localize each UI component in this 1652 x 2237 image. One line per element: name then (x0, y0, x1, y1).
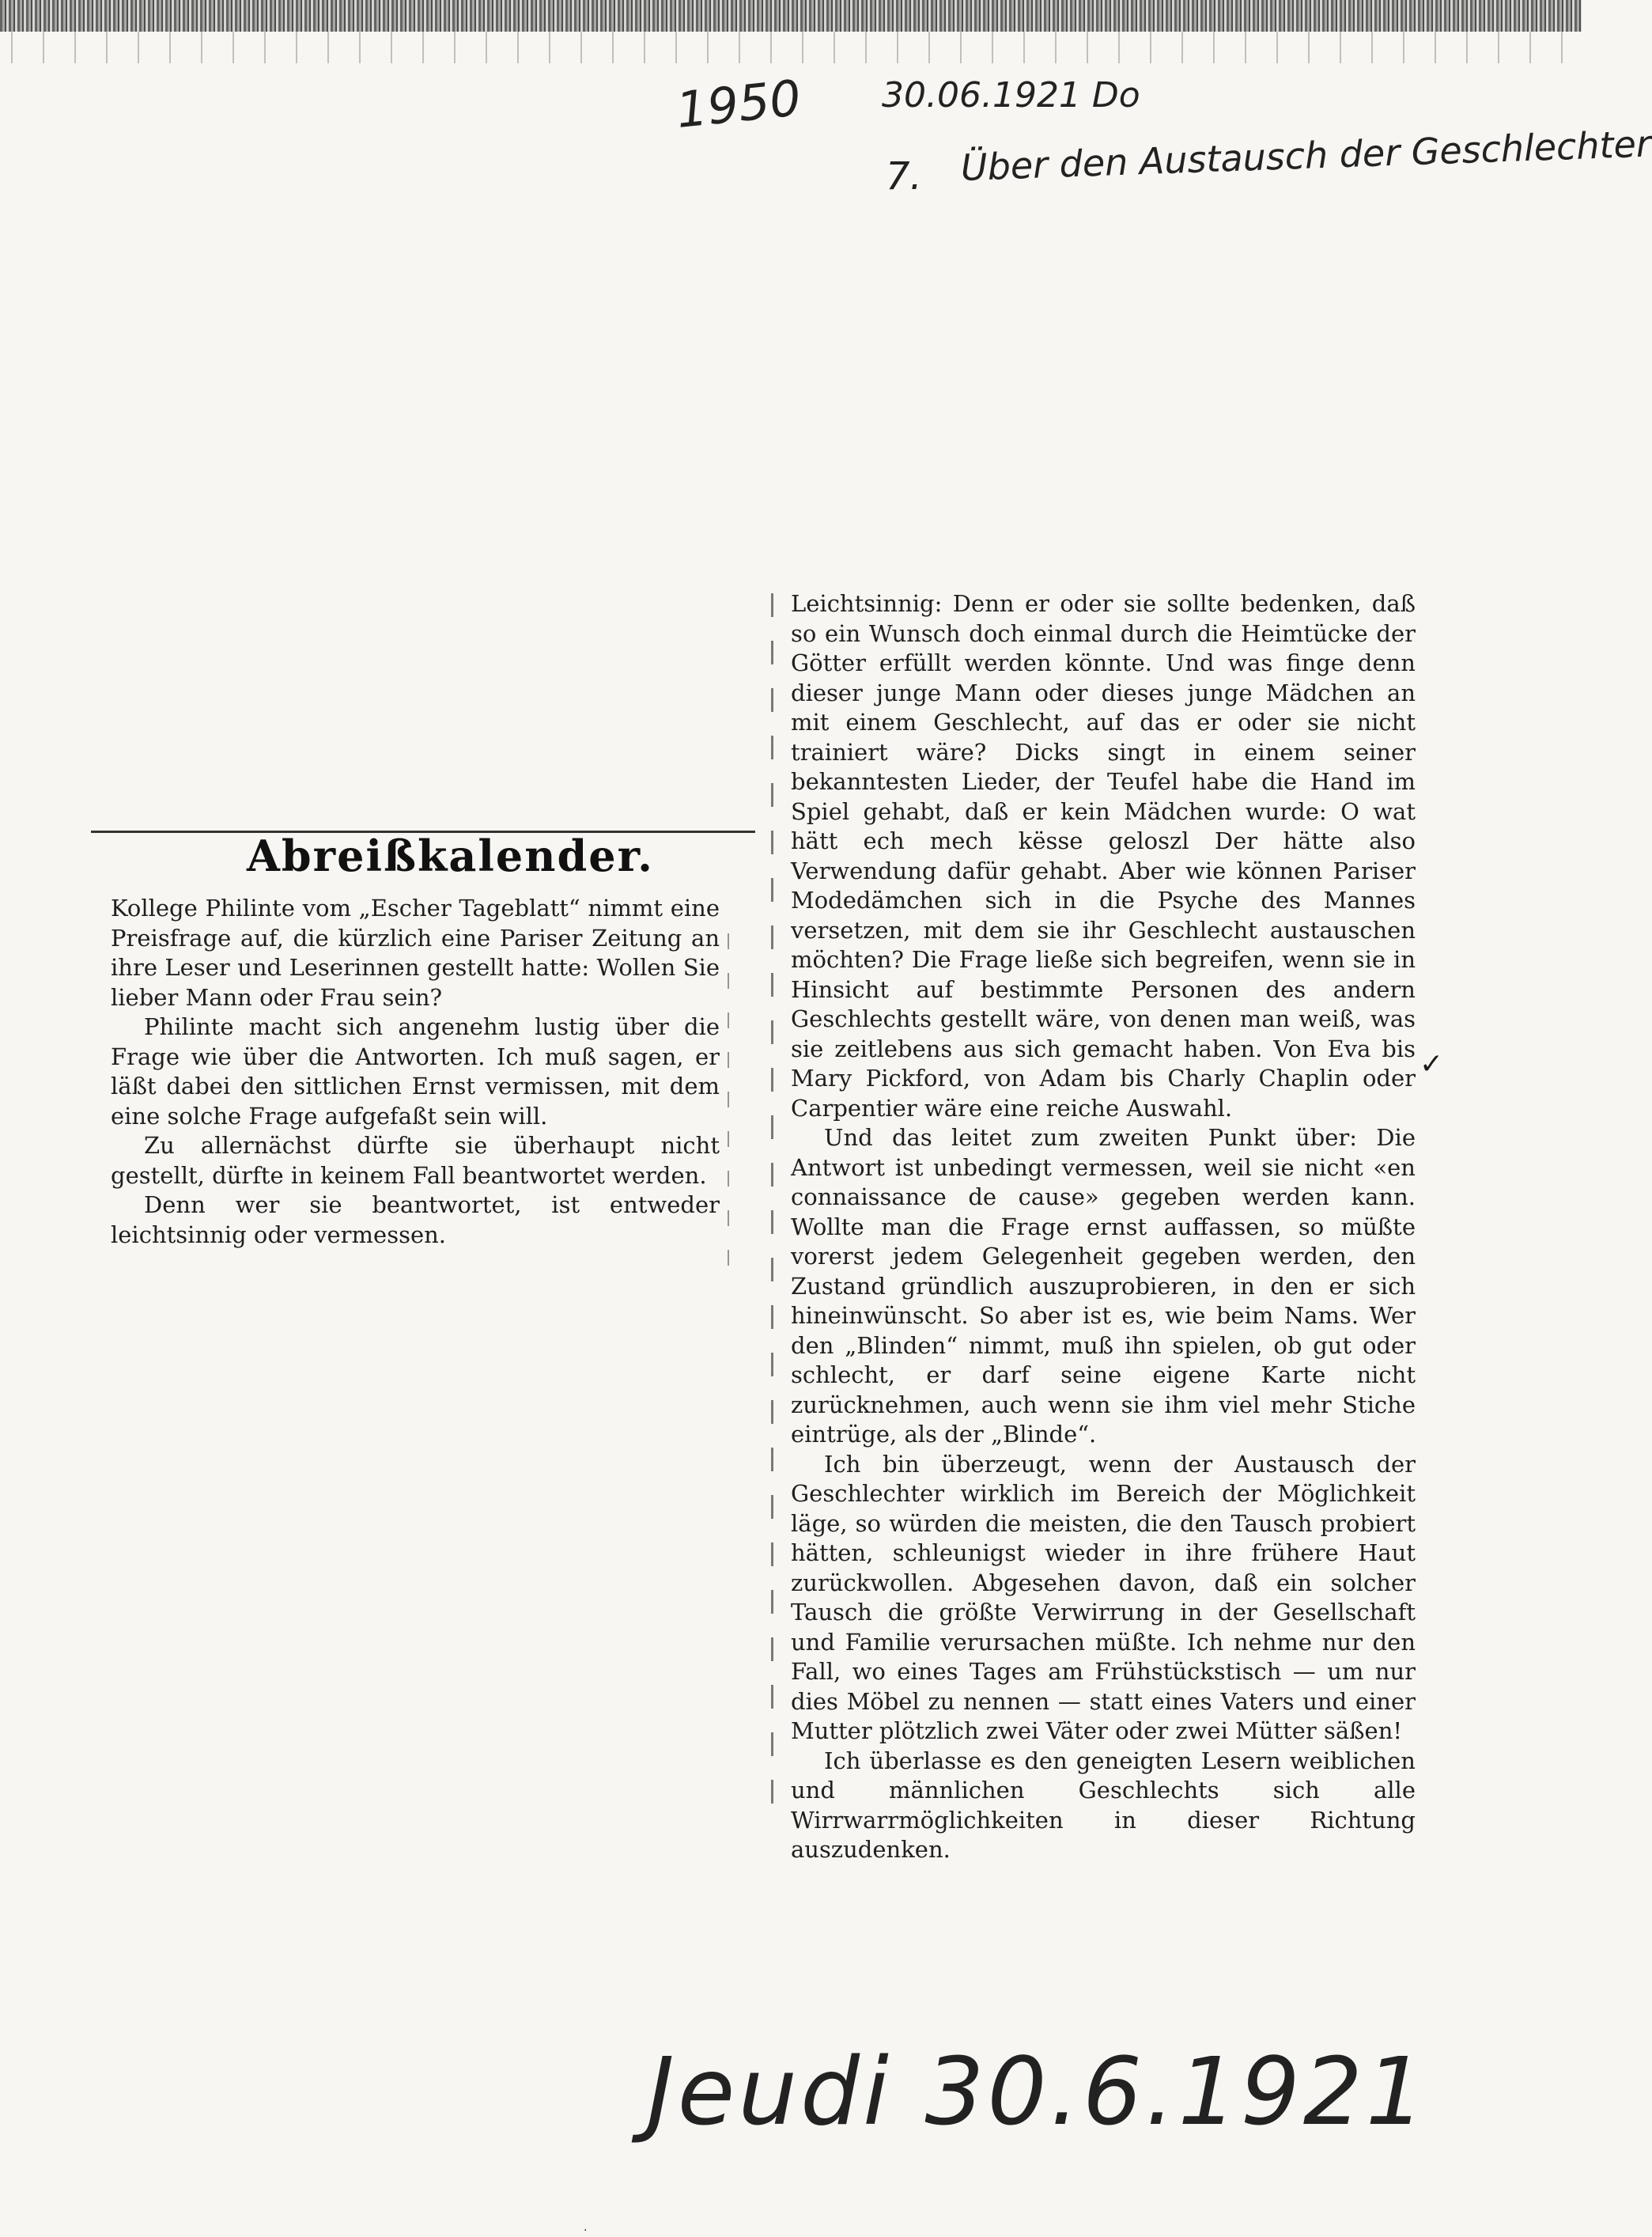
scan-edge-noise (0, 32, 1582, 63)
check-mark-icon: ✓ (1420, 1048, 1444, 1081)
right-paragraph: Und das leitet zum zweiten Punkt über: Die Antwort ist unbedingt vermessen, weil sie nicht «en connaissance de cause» gegeben werden kann. Wollte man die Frage ernst auffassen, so müßte vorerst jedem Gelegenheit gegeben werden, den Zustand gründlich auszuprobieren, in den er sich hineinwünscht. So aber ist es, wie beim Nams. Wer den „Blinden“ nimmt, muß ihn spielen, ob gut oder schlecht, er darf seine eigene Karte nicht zurücknehmen, auch wenn sie ihm viel mehr Stiche eintrüge, als der „Blinde“. (791, 1124, 1416, 1448)
left-paragraph: Denn wer sie beantwortet, ist entweder leichtsinnig oder vermessen. (111, 1191, 720, 1248)
left-paragraph: Philinte macht sich angenehm lustig über die Frage wie über die Antworten. Ich muß sagen, er läßt dabei den sittlichen Ernst vermissen, mit dem eine solche Frage aufgefaßt sein will. (111, 1013, 720, 1130)
right-paragraph: Ich bin überzeugt, wenn der Austausch der Geschlechter wirklich im Bereich der Möglichkeit läge, so würden die meisten, die den Tausch probiert hätten, schleunigst wieder in ihre frühere Haut zurückwollen. Abgesehen davon, daß ein solcher Tausch die größte Verwirrung in der Gesellschaft und Familie verursachen müßte. Ich nehme nur den Fall, wo eines Tages am Frühstückstisch — um nur dies Möbel zu nennen — statt eines Vaters und einer Mutter plötzlich zwei Väter oder zwei Mütter säßen! (791, 1450, 1416, 1744)
header-date: 30.06.1921 Do (882, 75, 1140, 115)
left-paragraph: Kollege Philinte vom „Escher Tageblatt“ nimmt eine Preisfrage auf, die kürzlich eine Pariser Zeitung an ihre Leser und Leserinnen gestellt hatte: Wollen Sie lieber Mann oder Frau sein? (111, 895, 720, 1011)
left-column-rule (728, 933, 729, 1281)
scan-edge-top (0, 0, 1582, 32)
right-paragraph: Ich überlasse es den geneigten Lesern weiblichen und männlichen Geschlechts sich alle Wirrwarrmöglichkeiten in dieser Richtung auszudenken. (791, 1747, 1416, 1863)
right-paragraph: Leichtsinnig: Denn er oder sie sollte bedenken, daß so ein Wunsch doch einmal durch die Heimtücke der Götter erfüllt werden könnte. Und was finge denn dieser junge Mann oder dieses junge Mädchen an mit einem Geschlecht, auf das er oder sie nicht trainiert wäre? Dicks singt in einem seiner bekanntesten Lieder, der Teufel habe die Hand im Spiel gehabt, daß er kein Mädchen wurde: O wat hätt ech mech kësse geloszl Der hätte also Verwendung dafür gehabt. Aber wie können Pariser Modedämchen sich in die Psyche des Mannes versetzen, mit dem sie ihr Geschlecht austauschen möchten? Die Frage ließe sich begreifen, wenn sie in Hinsicht auf bestimmte Personen des andern Geschlechts gestellt wäre, von denen man weiß, was sie zeitlebens aus sich gemacht haben. Von Eva bis Mary Pickford, von Adam bis Charly Chaplin oder Carpentier wäre eine reiche Auswahl. (791, 590, 1416, 1122)
left-paragraph: Zu allernächst dürfte sie überhaupt nicht gestellt, dürfte in keinem Fall beantwortet werden. (111, 1132, 720, 1189)
left-clipping (111, 894, 720, 1250)
bottom-date: Jeudi 30.6.1921 (647, 2037, 1428, 2146)
column-heading: Abreißkalender. (247, 831, 654, 881)
right-clipping (791, 589, 1416, 1865)
scan-speck: · (584, 2224, 588, 2237)
column-rule (771, 593, 773, 1811)
topic-title: Über den Austausch der Geschlechter (960, 122, 1652, 189)
archive-number: 1950 (673, 68, 804, 140)
topic-number: 7. (886, 154, 922, 199)
